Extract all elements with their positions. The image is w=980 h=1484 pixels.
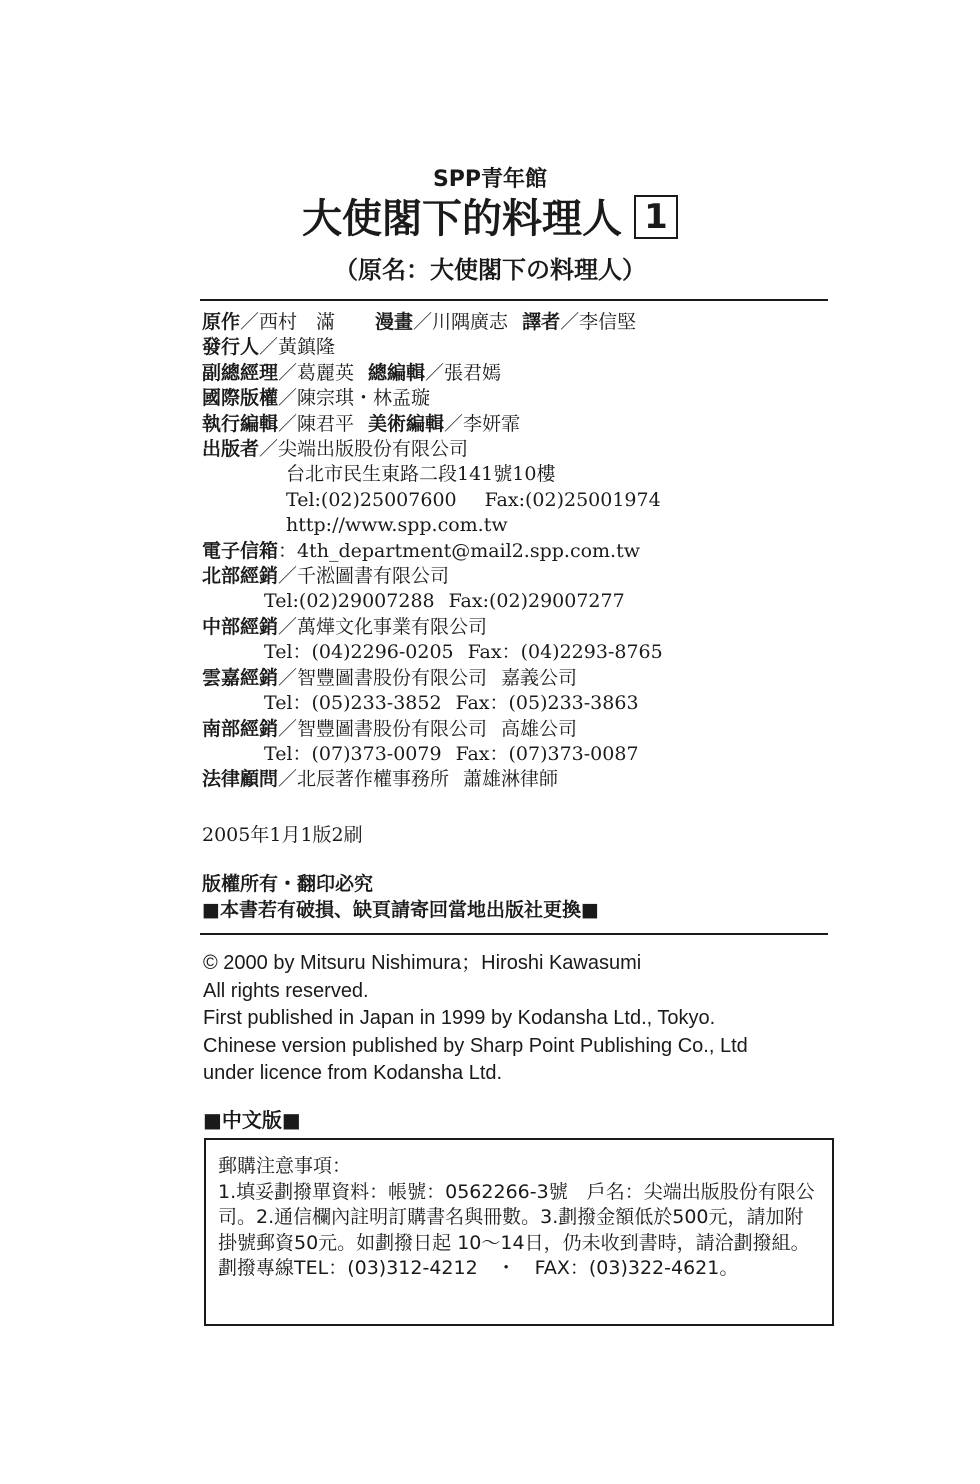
credit-line-legal (202, 767, 842, 792)
credit-line-email (202, 539, 842, 564)
distributor-tel: Tel：(07)373-0079 (264, 742, 442, 765)
distributor-tel: Tel：(05)233-3852 (264, 692, 442, 715)
book-title: 大使閣下的料理人 (302, 196, 622, 242)
middle-divider (200, 933, 828, 935)
credit-line-yunjia-distributor (202, 666, 842, 691)
credit-label: 中部經銷 (202, 615, 279, 638)
north-distributor-contact (202, 589, 842, 614)
credit-line-south-distributor (202, 717, 842, 742)
credit-label: 南部經銷 (202, 717, 279, 740)
publisher-address: 台北市民生東路二段141號10樓 (286, 463, 556, 486)
credit-label: 北部經銷 (202, 565, 279, 588)
distributor-fax: Fax：(05)233-3863 (455, 692, 639, 715)
credit-value: ／川隅廣志 (413, 311, 509, 333)
distributor-fax: Fax:(02)29007277 (448, 590, 625, 613)
mail-order-box (204, 1138, 834, 1326)
distributor-tel: Tel:(02)29007288 (264, 590, 435, 613)
credit-label: 電子信箱 (202, 539, 279, 562)
credit-line-central-distributor (202, 615, 842, 640)
credit-label: 譯者 (522, 311, 561, 333)
central-distributor-contact (202, 640, 842, 665)
credit-value: ／張君嫣 (425, 361, 502, 384)
publisher-tel: Tel:(02)25007600 (286, 488, 457, 511)
credit-line-rights (202, 386, 842, 411)
credit-label: 副總經理 (202, 361, 279, 384)
credit-value: ／北辰著作權事務所 (278, 768, 450, 791)
credit-label: 執行編輯 (202, 412, 279, 435)
credit-value: ／西村 滿 (240, 311, 336, 333)
credit-line-publisher (202, 335, 842, 360)
credit-line-press (202, 437, 842, 462)
title-row (0, 192, 980, 246)
copyright-line: Chinese version published by Sharp Point Publishing Co., Ltd (203, 1034, 748, 1057)
credit-value: ／千淞圖書有限公司 (278, 565, 450, 588)
credit-value: ／智豐圖書股份有限公司 (278, 666, 488, 689)
mail-order-title: 郵購注意事項： (218, 1155, 352, 1177)
credit-line-managers (202, 361, 842, 386)
print-date: 2005年1月1版2刷 (202, 824, 363, 846)
rights-notice (202, 871, 599, 923)
south-distributor-contact (202, 742, 842, 767)
distributor-fax: Fax：(07)373-0087 (455, 742, 639, 765)
distributor-tel: Tel：(04)2296-0205 (264, 641, 454, 664)
credits-block (202, 310, 842, 793)
publisher-fax: Fax:(02)25001974 (484, 488, 661, 511)
copyright-line: First published in Japan in 1999 by Kodansha Ltd., Tokyo. (203, 1007, 716, 1029)
credit-value: ／萬燁文化事業有限公司 (278, 615, 488, 638)
credit-label: 法律顧問 (202, 768, 279, 791)
credit-line-author (202, 310, 842, 335)
original-title: （原名：大使閣下の料理人） (334, 256, 646, 284)
copyright-notice (203, 950, 748, 1088)
credit-label: 出版者 (202, 438, 260, 461)
credit-label: 原作 (202, 311, 241, 333)
publisher-website: http://www.spp.com.tw (286, 514, 508, 537)
credit-line-north-distributor (202, 564, 842, 589)
copyright-line: under licence from Kodansha Ltd. (203, 1062, 503, 1084)
copyright-line: All rights reserved. (203, 979, 369, 1002)
credit-branch: 嘉義公司 (501, 666, 578, 689)
credit-value: ／葛麗英 (278, 361, 355, 384)
credit-label: 發行人 (202, 336, 260, 359)
volume-number: 1 (634, 195, 678, 239)
top-divider (200, 299, 828, 301)
edition-label: ■中文版■ (203, 1108, 301, 1132)
credit-label: 美術編輯 (368, 412, 445, 435)
credit-value: ／李妍霏 (444, 412, 521, 435)
credit-value: ／黃鎮隆 (259, 336, 336, 359)
mail-order-body: 1.填妥劃撥單資料：帳號：0562266-3號 戶名：尖端出版股份有限公司。2.通信欄內註明訂購書名與冊數。3.劃撥金額低於500元，請加附掛號郵資50元。如劃撥日起 10～14日，仍未收到書時，請洽劃撥組。劃撥專線TEL：(03)312-4212 ・ FAX：(03)322-4621。 (218, 1180, 815, 1279)
distributor-fax: Fax：(04)2293-8765 (467, 641, 663, 664)
credit-label: 雲嘉經銷 (202, 666, 279, 689)
series-name: SPP青年館 (432, 167, 548, 192)
damage-notice: ■本書若有破損、缺頁請寄回當地出版社更換■ (202, 899, 599, 921)
credit-value: ／智豐圖書股份有限公司 (278, 717, 488, 740)
credit-lawyer: 蕭雄淋律師 (463, 768, 559, 791)
rights-line: 版權所有・翻印必究 (202, 873, 374, 895)
email-address: ：4th_department@mail2.spp.com.tw (278, 539, 640, 562)
credit-label: 總編輯 (368, 361, 426, 384)
credit-value: ／尖端出版股份有限公司 (259, 438, 469, 461)
credit-branch: 高雄公司 (501, 717, 578, 740)
credit-label: 漫畫 (375, 311, 414, 333)
copyright-line: © 2000 by Mitsuru Nishimura；Hiroshi Kawasumi (203, 952, 642, 974)
credit-line-editors (202, 412, 842, 437)
credit-value: ／陳宗琪・林孟璇 (278, 387, 431, 410)
credit-value: ／李信堅 (560, 311, 637, 333)
publisher-contact (202, 488, 842, 513)
credit-label: 國際版權 (202, 387, 279, 410)
yunjia-distributor-contact (202, 691, 842, 716)
credit-value: ／陳君平 (278, 412, 355, 435)
